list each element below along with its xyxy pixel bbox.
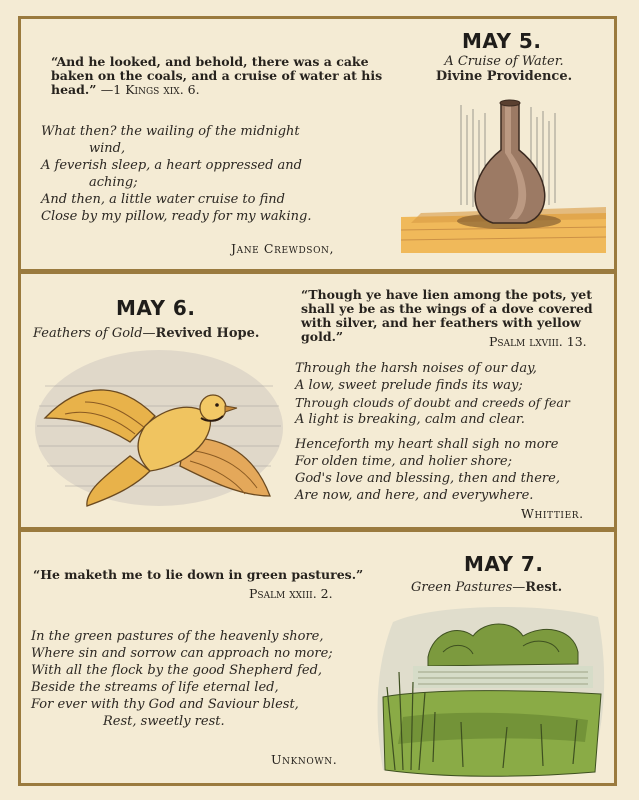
- poem-line: For ever with thy God and Saviour blest,: [31, 697, 299, 712]
- vase-illustration: [401, 95, 606, 253]
- scripture-reference: —1 Kings xix. 6.: [100, 82, 200, 97]
- poem-line: And then, a little water cruise to find: [41, 192, 285, 207]
- poem-line: In the green pastures of the heavenly shore,: [31, 629, 324, 644]
- poem-line: Beside the streams of life eternal led,: [31, 680, 279, 695]
- poem: [31, 628, 333, 730]
- subtitle-italic: Green Pastures—: [411, 580, 526, 595]
- author-name: Unknown.: [271, 752, 338, 767]
- poem-line: Through the harsh noises of our day,: [295, 361, 537, 376]
- poem-stanza-2: [295, 436, 560, 504]
- entry-subtitle: [33, 326, 259, 341]
- scripture-quote: “He maketh me to lie down in green pastures.”: [33, 567, 364, 582]
- quote-text: “And he looked, and behold, there was a cake baken on the coals, and a cruise of water at his head.”: [51, 54, 383, 97]
- entry-subtitle: [411, 580, 562, 595]
- poem-line: Are now, and here, and everywhere.: [295, 488, 534, 503]
- pasture-illustration: [373, 602, 609, 778]
- scripture-reference: Psalm lxviii. 13.: [489, 334, 587, 349]
- poem-line: Close by my pillow, ready for my waking.: [41, 209, 312, 224]
- entry-subtitle: [419, 54, 589, 84]
- poem: [41, 123, 312, 225]
- author-name: Whittier.: [521, 506, 584, 521]
- poem-line: A low, sweet prelude finds its way;: [295, 378, 523, 393]
- scripture-reference: Psalm xxiii. 2.: [249, 586, 333, 601]
- entry-may-5: [21, 19, 614, 269]
- subtitle-italic: Feathers of Gold—: [33, 326, 156, 341]
- scripture-quote: “Though ye have lien among the pots, yet shall ye be as the wings of a dove covered with silver, and her feathers with yellow gold.”: [301, 287, 593, 344]
- entry-date: MAY 7.: [464, 552, 544, 576]
- subtitle-heading: Revived Hope.: [155, 326, 260, 341]
- entry-date: MAY 6.: [116, 296, 196, 320]
- poem-line: A light is breaking, calm and clear.: [295, 412, 525, 427]
- subtitle-italic: A Cruise of Water.: [444, 54, 564, 69]
- poem-line: What then? the wailing of the midnight: [41, 124, 300, 139]
- poem-line: For olden time, and holier shore;: [295, 454, 512, 469]
- poem-stanza-1: [295, 360, 570, 428]
- poem-line: With all the flock by the good Shepherd fed,: [31, 663, 323, 678]
- poem-line: Where sin and sorrow can approach no more;: [31, 646, 333, 661]
- author-name: Jane Crewdson,: [231, 241, 335, 256]
- entry-may-7: [21, 532, 614, 783]
- dove-illustration: [35, 346, 283, 509]
- poem-line: aching;: [89, 175, 138, 190]
- scripture-quote: [51, 55, 391, 97]
- poem-line: A feverish sleep, a heart oppressed and: [41, 158, 302, 173]
- poem-line: wind,: [89, 141, 126, 156]
- entry-date: MAY 5.: [462, 29, 542, 53]
- poem-line: God's love and blessing, then and there,: [295, 471, 560, 486]
- subtitle-heading: Rest.: [525, 580, 563, 595]
- subtitle-heading: Divine Providence.: [435, 69, 573, 84]
- poem-line: Henceforth my heart shall sigh no more: [295, 437, 559, 452]
- poem-line: Through clouds of doubt and creeds of fear: [295, 395, 570, 410]
- entry-may-6: [21, 274, 614, 527]
- poem-line: Rest, sweetly rest.: [103, 714, 225, 729]
